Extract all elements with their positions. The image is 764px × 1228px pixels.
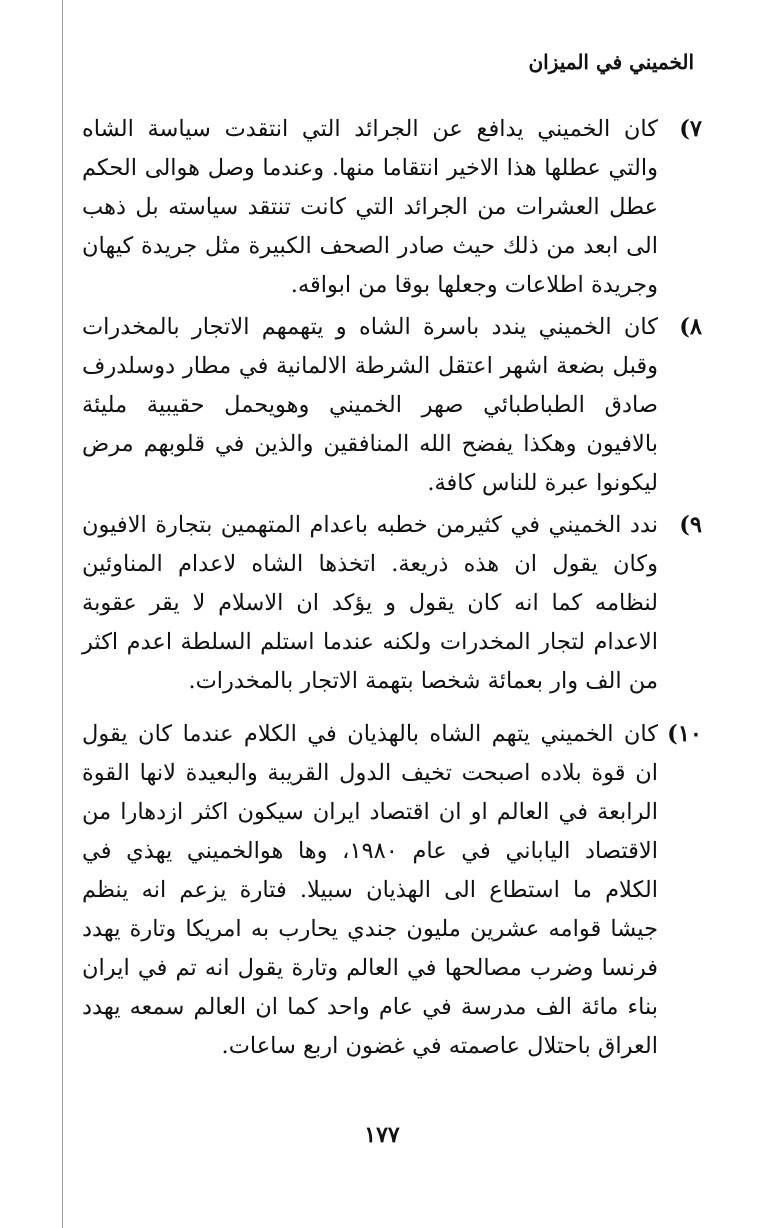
- page-body: [82, 110, 702, 1066]
- list-item-10: [82, 715, 702, 1066]
- page-gutter-line: [62, 0, 63, 1228]
- list-item-9: [82, 506, 702, 701]
- page-number: ١٧٧: [364, 1122, 400, 1148]
- item-number: ٩): [679, 512, 702, 538]
- list-item-8: [82, 308, 702, 503]
- item-number: ٨): [679, 314, 702, 340]
- item-text: كان الخميني يتهم الشاه بالهذيان في الكلام عندما كان يقول ان قوة بلاده اصبحت تخيف الدول القريبة والبعيدة لانها القوة الرابعة في العالم او ان اقتصاد ايران سيكون اكثر ازدهارا من الاقتصاد الياباني في عام ١٩٨٠، وها هوالخميني يهذي في الكلام ما استطاع الى الهذيان سبيلا. فتارة يزعم انه ينظم جيشا قوامه عشرين مليون جندي يحارب به امريكا وتارة يهدد فرنسا وضرب مصالحها في العالم وتارة يقول انه تم في ايران بناء مائة الف مدرسة في عام واحد كما ان العالم سمعه يهدد العراق باحتلال عاصمته في غضون اربع ساعات.: [82, 721, 658, 1059]
- item-text: كان الخميني يدافع عن الجرائد التي انتقدت سياسة الشاه والتي عطلها هذا الاخير انتقاما منها. وعندما وصل هوالى الحكم عطل العشرات من الجرائد التي كانت تنتقد سياسته بل ذهب الى ابعد من ذلك حيث صادر الصحف الكبيرة مثل جريدة كيهان وجريدة اطلاعات وجعلها بوقا من ابواقه.: [82, 116, 658, 298]
- item-number: ٧): [679, 116, 702, 142]
- item-text: كان الخميني يندد باسرة الشاه و يتهمهم الاتجار بالمخدرات وقبل بضعة اشهر اعتقل الشرطة الالمانية في مطار دوسلدرف صادق الطباطبائي صهر الخميني وهويحمل حقيبية مليئة بالافيون وهكذا يفضح الله المنافقين والذين في قلوبهم مرض ليكونوا عبرة للناس كافة.: [82, 314, 658, 496]
- running-header-title: الخميني في الميزان: [528, 50, 694, 74]
- item-text: ندد الخميني في كثيرمن خطبه باعدام المتهمين بتجارة الافيون وكان يقول ان هذه ذريعة. اتخذها الشاه لاعدام المناوئين لنظامه كما انه كان يقول و يؤكد ان الاسلام لا يقر عقوبة الاعدام لتجار المخدرات ولكنه عندما استلم السلطة اعدم اكثر من الف وار بعمائة شخصا بتهمة الاتجار بالمخدرات.: [82, 512, 658, 694]
- item-number: ١٠): [667, 721, 702, 747]
- list-item-7: [82, 110, 702, 305]
